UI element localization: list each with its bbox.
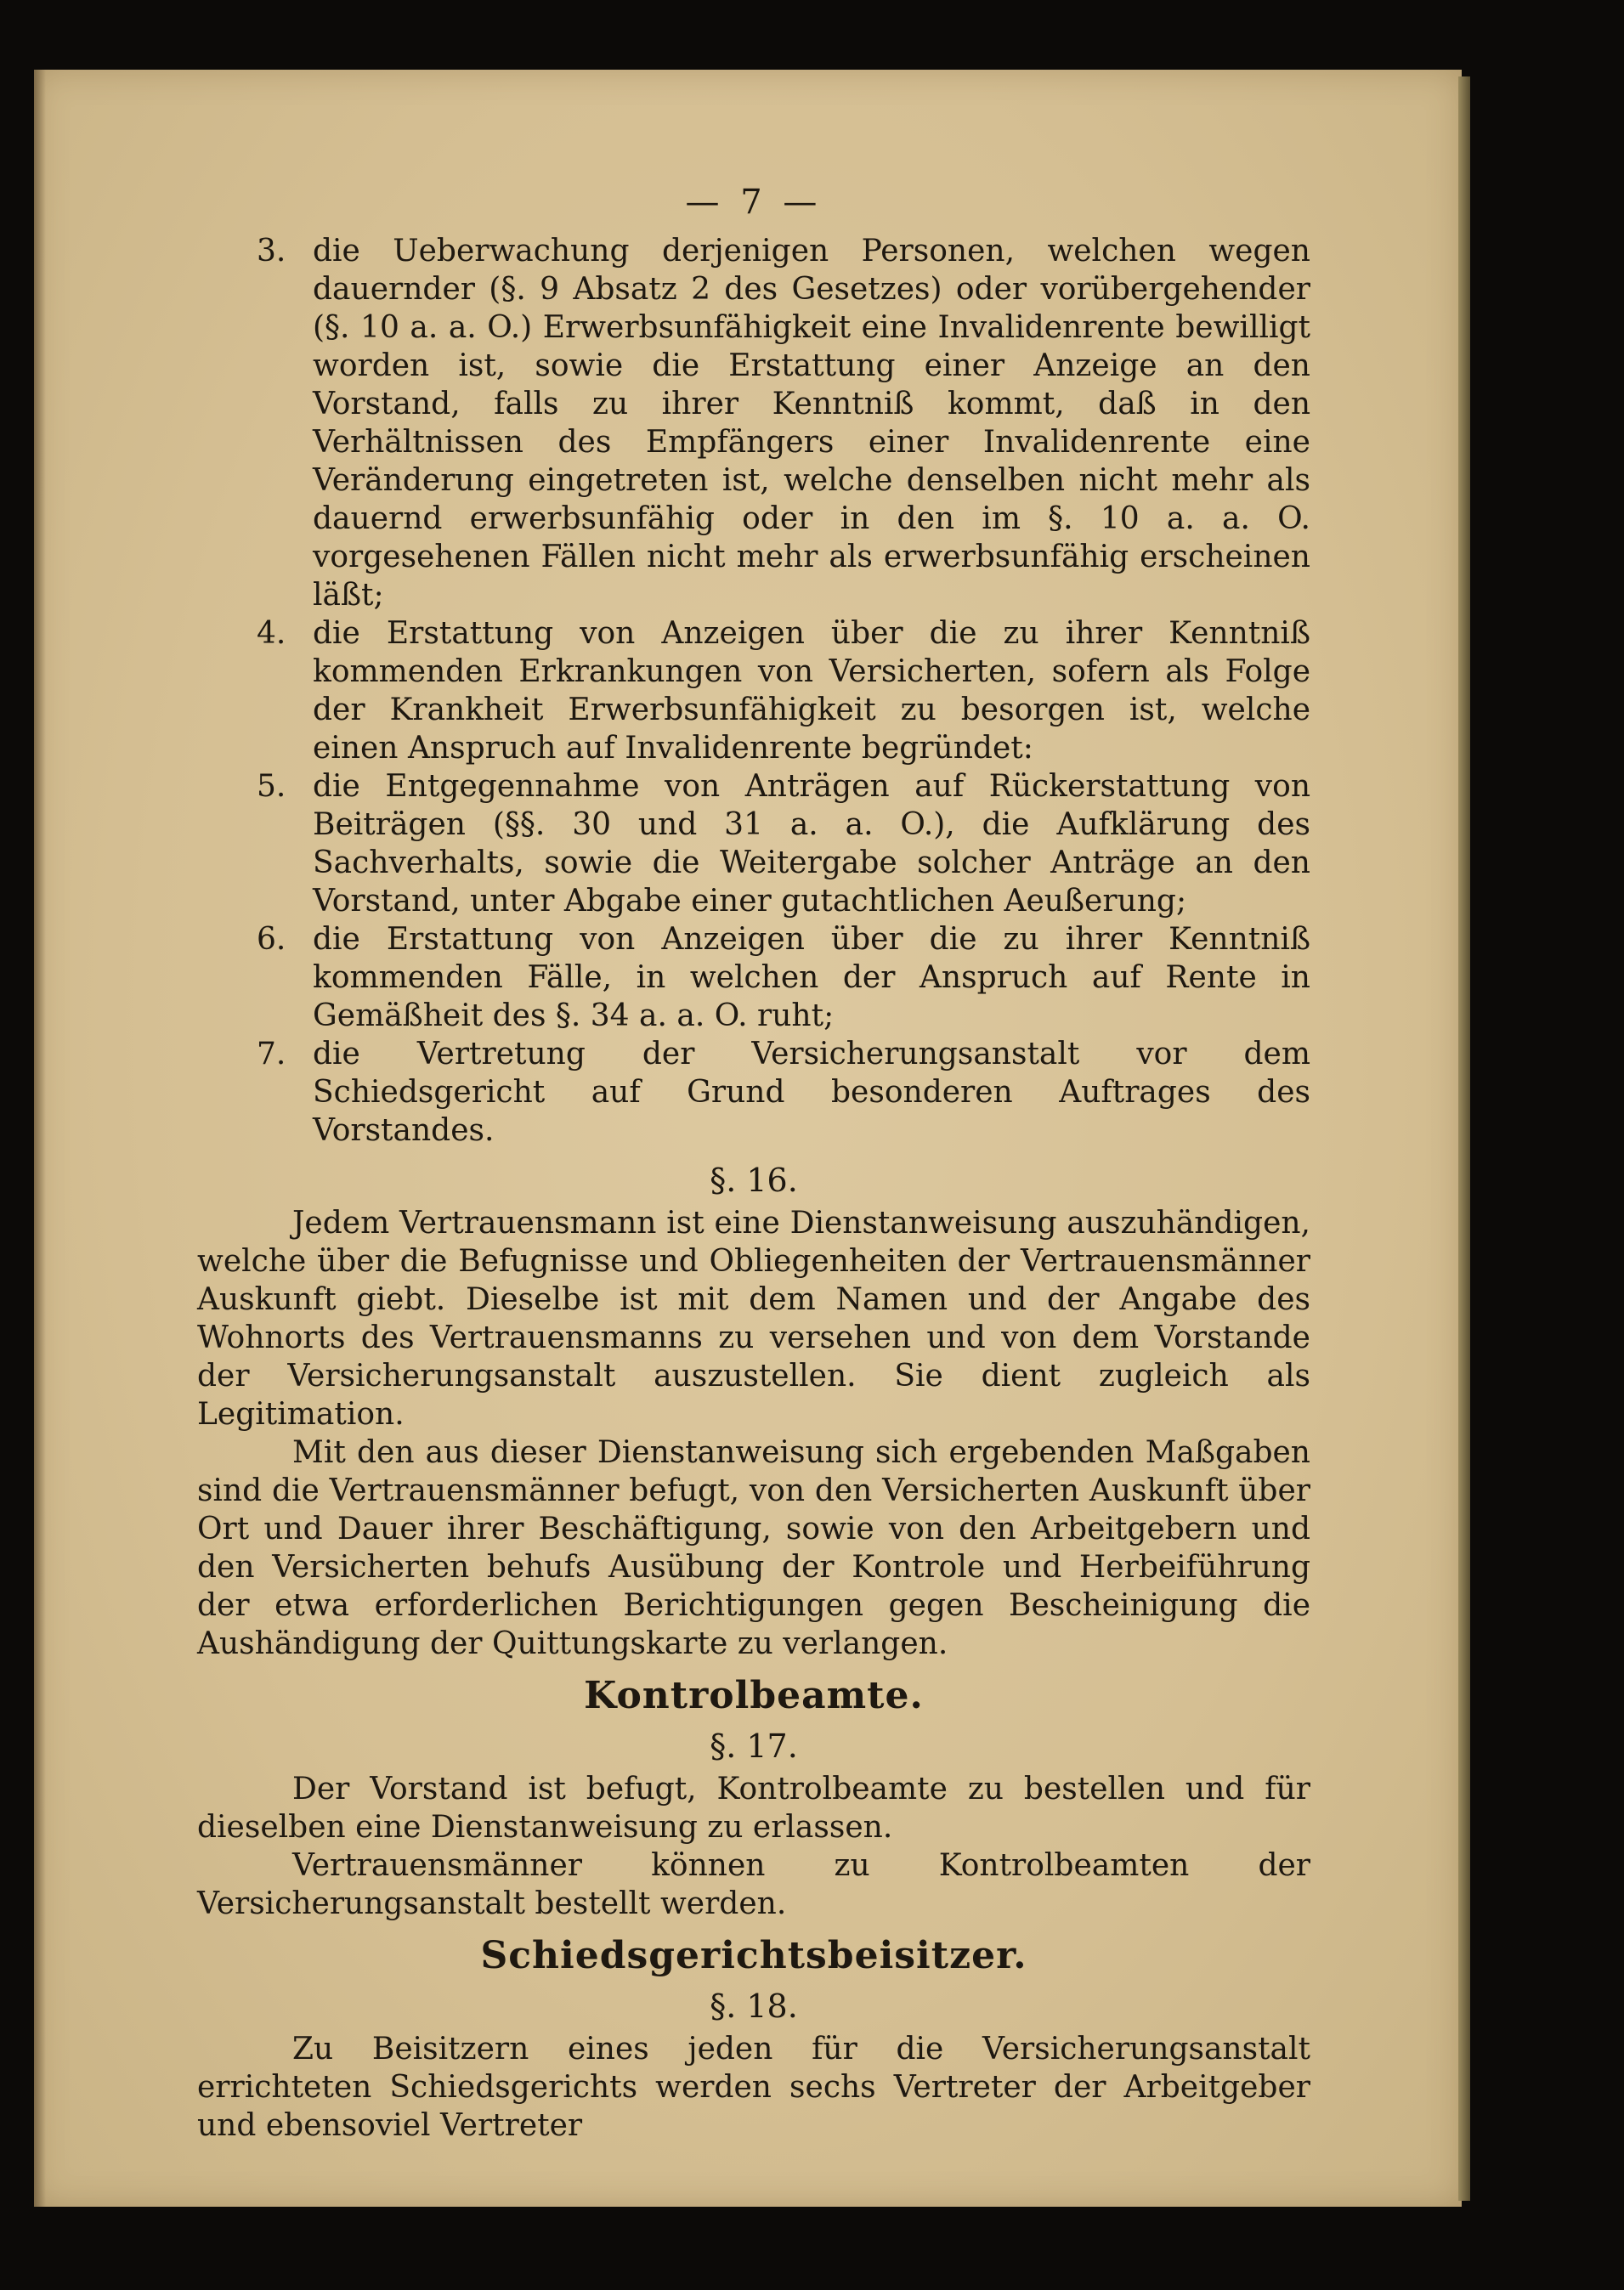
- page-number: — 7 —: [685, 183, 823, 222]
- list-item-text: die Erstattung von Anzeigen über die zu ihrer Kenntniß kommenden Erkrankungen von Versicherten, sofern als Folge der Krankheit Erwerbsunfähigkeit zu besorgen ist, welche einen Anspruch auf Invalidenrente begründet:: [313, 616, 1310, 766]
- list-item: [197, 920, 1310, 1035]
- section-18-paragraph-1: Zu Beisitzern eines jeden für die Versicherungsanstalt errichteten Schiedsgerichts werden sechs Vertreter der Arbeitgeber und ebensoviel Vertreter: [197, 2032, 1310, 2143]
- list-item-text: die Erstattung von Anzeigen über die zu ihrer Kenntniß kommenden Fälle, in welchen der Anspruch auf Rente in Gemäßheit des §. 34 a. a. O. ruht;: [313, 922, 1310, 1033]
- section-17-paragraph-2: Vertrauensmänner können zu Kontrolbeamten der Versicherungsanstalt bestellt werden.: [197, 1848, 1310, 1921]
- list-item-number: 3.: [257, 234, 286, 269]
- page-edge: [1458, 76, 1470, 2201]
- list-item: [197, 232, 1310, 614]
- section-16-title: §. 16.: [710, 1162, 798, 1199]
- list-item-text: die Ueberwachung derjenigen Personen, welchen wegen dauernder (§. 9 Absatz 2 des Gesetzes) oder vorübergehender (§. 10 a. a. O.) Erwerbsunfähigkeit eine Invalidenrente bewilligt worden ist, sowie die Erstattung einer Anzeige an den Vorstand, falls zu ihrer Kenntniß kommt, daß in den Verhältnissen des Empfängers einer Invalidenrente eine Veränderung eingetreten ist, welche denselben nicht mehr als dauernd erwerbsunfähig oder in den im §. 10 a. a. O. vorgesehenen Fällen nicht mehr als erwerbsunfähig erscheinen läßt;: [313, 234, 1310, 613]
- section-18-title: §. 18.: [710, 1987, 798, 2025]
- list-item-text: die Vertretung der Versicherungsanstalt vor dem Schiedsgericht auf Grund besonderen Auftrages des Vorstandes.: [313, 1037, 1310, 1148]
- list-item-number: 4.: [257, 616, 286, 651]
- list-item-number: 6.: [257, 922, 286, 957]
- heading-kontrolbeamte: Kontrolbeamte.: [584, 1674, 924, 1717]
- page-content: [197, 183, 1310, 2145]
- list-item: [197, 614, 1310, 767]
- section-17-title: §. 17.: [710, 1727, 798, 1765]
- list-item: [197, 767, 1310, 920]
- heading-schiedsgerichtsbeisitzer: Schiedsgerichtsbeisitzer.: [480, 1934, 1027, 1977]
- list-item: [197, 1035, 1310, 1150]
- list-item-text: die Entgegennahme von Anträgen auf Rückerstattung von Beiträgen (§§. 30 und 31 a. a. O.), die Aufklärung des Sachverhalts, sowie die Weitergabe solcher Anträge an den Vorstand, unter Abgabe einer gutachtlichen Aeußerung;: [313, 769, 1310, 919]
- list-item-number: 7.: [257, 1037, 286, 1071]
- section-16-paragraph-2: Mit den aus dieser Dienstanweisung sich ergebenden Maßgaben sind die Vertrauensmänner befugt, von den Versicherten Auskunft über Ort und Dauer ihrer Beschäftigung, sowie von den Arbeitgebern und den Versicherten behufs Ausübung der Kontrole und Herbeiführung der etwa erforderlichen Berichtigungen gegen Bescheinigung die Aushändigung der Quittungskarte zu verlangen.: [197, 1435, 1310, 1661]
- section-16-paragraph-1: Jedem Vertrauensmann ist eine Dienstanweisung auszuhändigen, welche über die Befugnisse und Obliegenheiten der Vertrauensmänner Auskunft giebt. Dieselbe ist mit dem Namen und der Angabe des Wohnorts des Vertrauensmanns zu versehen und von dem Vorstande der Versicherungsanstalt auszustellen. Sie dient zugleich als Legitimation.: [197, 1206, 1310, 1432]
- list-item-number: 5.: [257, 769, 286, 804]
- page-binding-shadow: [34, 70, 46, 2207]
- section-17-paragraph-1: Der Vorstand ist befugt, Kontrolbeamte zu bestellen und für dieselben eine Dienstanweisung zu erlassen.: [197, 1772, 1310, 1845]
